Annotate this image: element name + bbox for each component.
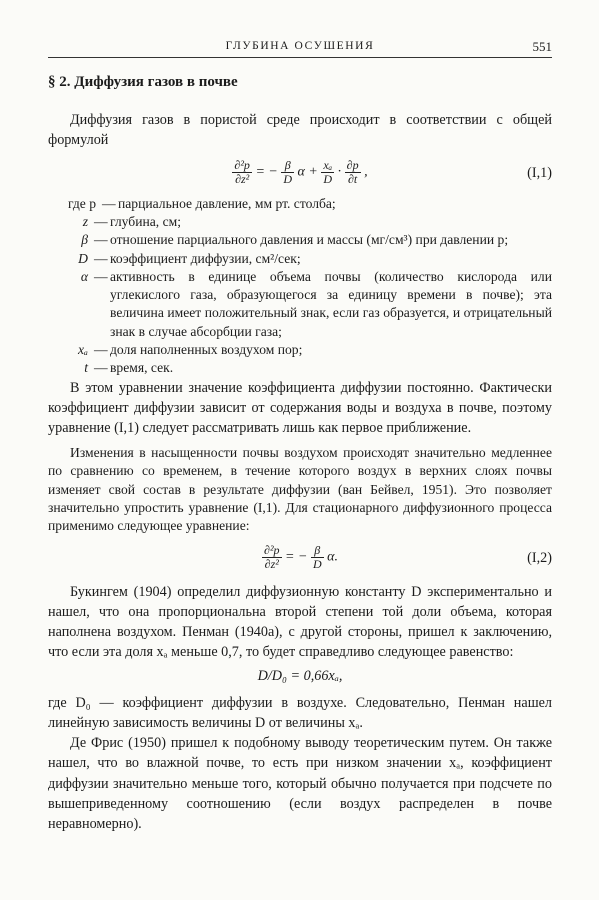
eq1-dpdt-fraction: $\frac{\partial p}{\partial t}$ <box>346 157 359 186</box>
paragraph-3: Букингем (1904) определил диффузионную константу D экспериментально и нашел, что она пропорциональна второй степени той доли объема, которая наполнена воздухом. Пенман (1940а), с другой стороны, пришел к заключению, что если эта доля xₐ меньше 0,7, то будет справедливо следующее равенство: <box>48 583 552 661</box>
paragraph-2: Изменения в насыщенности почвы воздухом происходят значительно медленнее по сравнению со временем, в течение которого воздух в верхних слоях почвы изменяет свой состав в результате диффузии (ван Бейвел, 1951). Это позволяет значительно упростить уравнение (I,1). Для стационарного диффузионного процесса применимо следующее уравнение: <box>48 445 552 534</box>
equation-3: D/D₀ = 0,66xₐ, <box>257 668 343 685</box>
running-title: ГЛУБИНА ОСУШЕНИЯ <box>225 40 375 52</box>
equation-2-number: (I,2) <box>527 549 552 566</box>
definition-d: D — коэффициент диффузии, см²/сек; <box>78 250 301 266</box>
definition-z: z — глубина, см; <box>82 213 181 229</box>
equation-2: $\frac{\text{∂²p}}{\text{∂z²}}$ = − $\frac{\beta}{D}$ α. (I,2) <box>264 542 552 571</box>
page-number: 551 <box>532 39 552 54</box>
eq2-beta-fraction: $\frac{\beta}{D}$ <box>312 542 322 571</box>
definition-beta: β — отношение парциального давления и массы (мг/см³) при давлении p; <box>81 232 509 248</box>
page-body <box>48 70 552 834</box>
paragraph-5: Де Фрис (1950) пришел к подобному выводу теоретическим путем. Он также нашел, что во влажной почве, то есть при низком значении xₐ, коэффициент диффузии значительно меньше того, который обычно получается при подсчете по вышеприведенному соотношению (если воздух распределен в почве неравномерно). <box>48 735 552 832</box>
equation-1: $\frac{\text{∂²p}}{\text{∂z²}}$ = − $\frac{\beta}{D}$ α + $\frac{\text{xₐ}}{D}$ · $\frac{\partial p}{\partial t}$ , (I,1) <box>234 157 552 186</box>
eq1-xa-fraction: $\frac{\text{xₐ}}{D}$ <box>323 157 333 186</box>
eq2-lhs-fraction: $\frac{\text{∂²p}}{\text{∂z²}}$ <box>264 542 280 571</box>
section-title: § 2. Диффузия газов в почве <box>48 74 238 90</box>
eq1-beta-fraction: $\frac{\beta}{D}$ <box>283 157 293 186</box>
eq1-lhs-fraction: $\frac{\text{∂²p}}{\text{∂z²}}$ <box>234 157 250 186</box>
definition-p: где p — парциальное давление, мм рт. столба; <box>67 195 336 211</box>
symbol-definitions <box>48 195 552 378</box>
paragraph-4: где D₀ — коэффициент диффузии в воздухе. Следовательно, Пенман нашел линейную зависимость величины D от величины xₐ. <box>48 694 552 731</box>
header-rule <box>48 57 552 58</box>
equation-1-number: (I,1) <box>527 164 552 181</box>
paragraph-1: В этом уравнении значение коэффициента диффузии постоянно. Фактически коэффициент диффузии зависит от содержания воды и воздуха в почве, поэтому уравнение (I,1) следует рассматривать лишь как первое приближение. <box>48 379 552 436</box>
intro-paragraph: Диффузия газов в пористой среде происходит в соответствии с общей формулой <box>48 112 552 149</box>
definition-t: t — время, сек. <box>84 360 174 376</box>
definition-alpha: α — активность в единице объема почвы (количество кислорода или углекислого газа, образующегося за единицу времени в почве); эта величина имеет положительный знак, если газ образуется, и отрицательный знак в случае абсорбции газа; <box>80 268 552 339</box>
definition-xa: xₐ — доля наполненных воздухом пор; <box>77 341 303 357</box>
running-header <box>48 38 552 56</box>
